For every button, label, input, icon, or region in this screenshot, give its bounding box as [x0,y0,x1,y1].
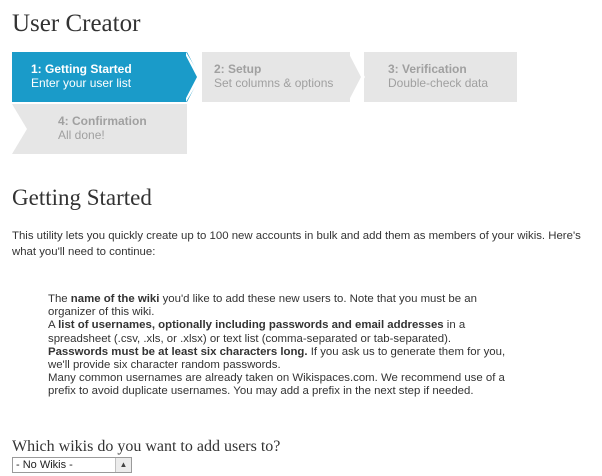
step-title: 4: Confirmation [58,114,147,128]
requirement-password-length: Passwords must be at least six characters long. If you ask us to generate them for you, we'll provide six character random passwords. [48,345,506,372]
intro-text: This utility lets you quickly create up to 100 new accounts in bulk and add them as members of your wikis. Here's what you'll need to continue: [12,230,581,258]
app-title: User Creator [12,10,141,37]
wiki-select[interactable] [12,457,132,473]
requirements-list [48,293,524,399]
wikis-question: Which wikis do you want to add users to? [12,438,281,455]
scroll-up-icon[interactable]: ▲ [115,458,131,472]
step-subtitle: All done! [58,128,105,142]
step-getting-started[interactable] [12,52,187,102]
step-title: 1: Getting Started [31,62,132,76]
section-title: Getting Started [12,185,152,210]
step-arrow-icon [348,52,361,102]
step-setup[interactable] [202,52,350,102]
wizard-steps [12,52,532,154]
wiki-select-value: - No Wikis - [16,459,73,471]
step-arrow-icon [184,52,197,102]
step-title: 2: Setup [214,62,262,76]
step-confirmation[interactable] [12,104,187,154]
requirement-username-list: A list of usernames, optionally including passwords and email addresses in a spreadsheet (.csv, .xls, or .xlsx) or text list (comma-separated or tab-separated). [48,319,466,345]
requirement-prefix-note: Many common usernames are already taken on Wikispaces.com. We recommend use of a prefix to avoid duplicate usernames. You may add a prefix in the next step if needed. [48,372,505,398]
step-subtitle: Set columns & options [214,76,334,90]
step-subtitle: Enter your user list [31,76,132,90]
step-subtitle: Double-check data [388,76,489,90]
requirement-wiki-name: The name of the wiki you'd like to add these new users to. Note that you must be an organizer of this wiki. [48,293,477,319]
step-verification[interactable] [364,52,517,102]
step-title: 3: Verification [388,62,467,76]
step-divider-icon [12,104,27,154]
